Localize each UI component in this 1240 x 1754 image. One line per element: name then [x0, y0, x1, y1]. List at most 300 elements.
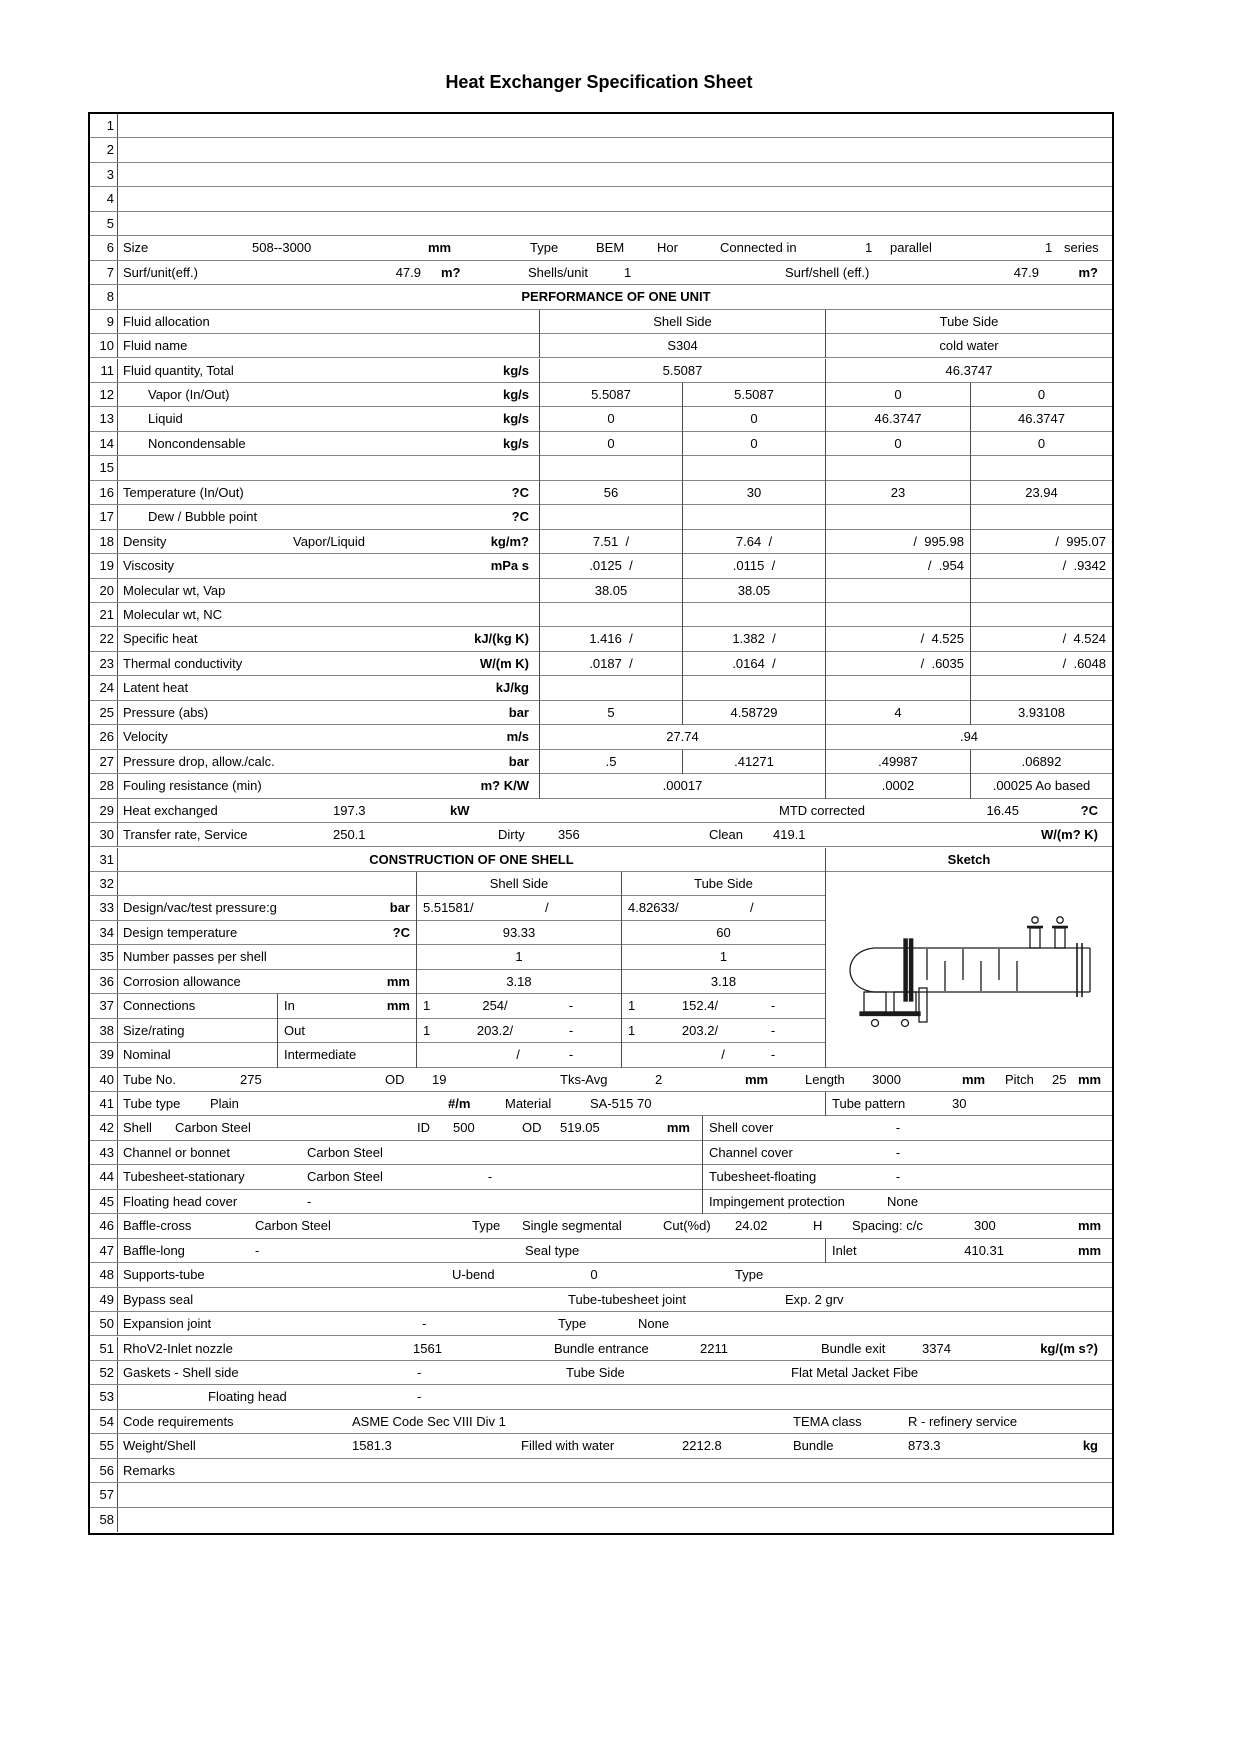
table-cell: Type	[530, 240, 559, 256]
table-cell: parallel	[890, 240, 932, 256]
table-cell: Size	[123, 240, 149, 256]
row-number: 11	[90, 359, 118, 383]
table-cell: mm	[1078, 1218, 1102, 1234]
table-cell	[825, 1019, 1112, 1043]
table-cell: ?C	[1080, 802, 1098, 818]
table-cell	[970, 676, 1112, 700]
table-cell: Connected in	[720, 240, 797, 256]
table-row-17	[90, 505, 1112, 529]
table-cell	[825, 1043, 1112, 1067]
table-cell: BEM	[596, 240, 625, 256]
table-cell	[539, 505, 682, 529]
table-cell: Transfer rate, Service	[123, 827, 248, 843]
row-number: 13	[90, 407, 118, 431]
table-cell: / .9342	[970, 554, 1112, 578]
table-cell	[682, 603, 825, 627]
table-row-25	[90, 701, 1112, 725]
table-cell: .0125 /	[539, 554, 682, 578]
table-cell: 60	[621, 921, 825, 945]
table-cell: ASME Code Sec VIII Div 1	[352, 1413, 506, 1429]
table-cell: RhoV2-Inlet nozzle	[123, 1340, 233, 1356]
table-cell: Velocity	[123, 729, 168, 745]
table-cell: /	[721, 1047, 725, 1063]
row-number: 14	[90, 432, 118, 456]
row-number: 1	[90, 114, 118, 138]
table-cell: Shell cover	[702, 1116, 902, 1140]
row-number: 21	[90, 603, 118, 627]
table-cell	[825, 896, 1112, 920]
spec-table	[88, 112, 1114, 1535]
table-cell: Specific heat	[123, 631, 198, 647]
table-cell: Code requirements	[123, 1413, 234, 1429]
table-row-49	[90, 1288, 1112, 1312]
table-cell: Shell	[123, 1120, 152, 1136]
table-row-43	[90, 1141, 1112, 1165]
table-cell: 152.4/	[681, 998, 719, 1014]
table-cell: Tube Side	[825, 310, 1112, 334]
table-cell: Temperature (In/Out)	[123, 484, 244, 500]
table-cell: ?C	[392, 924, 410, 940]
table-row-47	[90, 1239, 1112, 1263]
table-cell: Flat Metal Jacket Fibe	[791, 1364, 919, 1380]
table-cell: mm	[1078, 1071, 1102, 1087]
table-cell: Hor	[657, 240, 678, 256]
table-cell: Density	[123, 533, 167, 549]
table-cell: Pitch	[1005, 1071, 1034, 1087]
table-row-54	[90, 1410, 1112, 1434]
table-cell: Cut(%d)	[663, 1218, 711, 1234]
table-cell: -	[770, 1047, 776, 1063]
table-cell: 0	[825, 383, 970, 407]
table-cell: 410.31	[964, 1242, 1004, 1258]
table-cell: 38.05	[539, 579, 682, 603]
table-cell: -	[422, 1316, 427, 1332]
table-cell: Fluid quantity, Total	[123, 362, 234, 378]
table-cell: mm	[386, 973, 410, 989]
table-cell: Fluid allocation	[123, 313, 210, 329]
table-cell: 1.382 /	[682, 627, 825, 651]
row-number: 44	[90, 1165, 118, 1189]
table-cell: Bundle entrance	[554, 1340, 649, 1356]
table-cell: In	[277, 994, 330, 1018]
table-cell	[825, 872, 1112, 896]
table-cell: 24.02	[735, 1218, 768, 1234]
table-cell: 3.18	[416, 970, 621, 994]
table-cell: .49987	[825, 750, 970, 774]
table-row-33	[90, 896, 1112, 920]
table-cell: 519.05	[560, 1120, 600, 1136]
table-row-51	[90, 1337, 1112, 1361]
table-cell	[682, 676, 825, 700]
table-row-3	[90, 163, 1112, 187]
table-row-53	[90, 1385, 1112, 1409]
table-cell: U-bend	[452, 1267, 495, 1283]
table-cell: 2	[655, 1071, 663, 1087]
table-cell: -	[487, 1169, 493, 1185]
table-cell: 47.9	[395, 264, 421, 280]
table-row-1	[90, 114, 1112, 138]
row-number: 9	[90, 310, 118, 334]
table-cell: / .954	[825, 554, 970, 578]
table-cell: .0115 /	[682, 554, 825, 578]
table-cell: .0187 /	[539, 652, 682, 676]
table-row-6	[90, 236, 1112, 260]
table-cell: .5	[539, 750, 682, 774]
table-cell: .00025 Ao based	[970, 774, 1112, 798]
table-cell: Latent heat	[123, 680, 189, 696]
table-cell: Tube type	[123, 1096, 181, 1111]
row-number: 26	[90, 725, 118, 749]
table-cell: 5.5087	[682, 383, 825, 407]
table-row-36	[90, 970, 1112, 994]
table-cell: 1.416 /	[539, 627, 682, 651]
table-cell: Heat exchanged	[123, 802, 218, 818]
table-cell: Sketch	[825, 848, 1112, 872]
row-number: 32	[90, 872, 118, 896]
table-cell: Carbon Steel	[175, 1120, 251, 1136]
row-number: 29	[90, 799, 118, 823]
table-cell: 27.74	[539, 725, 825, 749]
table-cell: 1	[416, 1019, 446, 1043]
table-cell: /	[545, 900, 549, 916]
table-row-7	[90, 261, 1112, 285]
row-number: 45	[90, 1190, 118, 1214]
table-cell: Tubesheet-stationary	[123, 1169, 245, 1185]
row-number: 10	[90, 334, 118, 358]
table-cell: / .6048	[970, 652, 1112, 676]
table-cell: 254/	[482, 998, 508, 1014]
table-cell: Carbon Steel	[307, 1169, 383, 1185]
table-cell: 1	[621, 945, 825, 969]
table-cell: MTD corrected	[779, 802, 865, 818]
table-row-18	[90, 530, 1112, 554]
row-number: 51	[90, 1337, 118, 1361]
table-cell: ?C	[511, 484, 529, 500]
table-row-19	[90, 554, 1112, 578]
table-cell: Fluid name	[123, 338, 188, 354]
table-cell: 93.33	[416, 921, 621, 945]
table-row-13	[90, 407, 1112, 431]
row-number: 28	[90, 774, 118, 798]
table-cell: 30	[952, 1096, 967, 1111]
table-cell: -	[895, 1169, 901, 1185]
table-cell: 5	[539, 701, 682, 725]
table-cell: Gaskets - Shell side	[123, 1364, 239, 1380]
table-cell	[539, 603, 682, 627]
table-cell	[621, 1043, 628, 1067]
row-number: 46	[90, 1214, 118, 1238]
table-cell: Number passes per shell	[123, 949, 267, 965]
table-cell: Corrosion allowance	[123, 973, 241, 989]
table-cell: 1	[416, 994, 446, 1018]
table-cell: ID	[417, 1120, 430, 1136]
table-cell: 1561	[413, 1340, 442, 1356]
table-cell: 873.3	[908, 1438, 941, 1454]
row-number: 7	[90, 261, 118, 285]
table-row-12	[90, 383, 1112, 407]
table-cell	[825, 945, 1112, 969]
table-cell: mPa s	[490, 558, 529, 574]
table-cell: Tube No.	[123, 1071, 176, 1087]
table-cell: 23.94	[970, 481, 1112, 505]
table-cell: H	[813, 1218, 823, 1234]
table-cell: Nominal	[123, 1047, 171, 1063]
table-cell: m?	[441, 264, 461, 280]
row-number: 17	[90, 505, 118, 529]
table-cell: m/s	[506, 729, 529, 745]
table-row-28	[90, 774, 1112, 798]
row-number: 56	[90, 1459, 118, 1483]
row-number: 48	[90, 1263, 118, 1287]
table-cell: Tks-Avg	[560, 1071, 608, 1087]
table-cell: Vapor/Liquid	[293, 533, 366, 549]
table-cell: Shell Side	[416, 872, 621, 896]
table-cell: 1581.3	[352, 1438, 392, 1454]
table-row-44	[90, 1165, 1112, 1189]
table-cell: Pressure (abs)	[123, 704, 209, 720]
row-number: 39	[90, 1043, 118, 1067]
table-cell: 4.82633/	[621, 896, 731, 920]
row-number: 6	[90, 236, 118, 260]
table-cell: 0	[970, 432, 1112, 456]
table-cell: Tubesheet-floating	[702, 1165, 902, 1189]
table-cell: bar	[508, 753, 529, 769]
table-cell	[416, 1043, 423, 1067]
table-row-34	[90, 921, 1112, 945]
table-row-30	[90, 823, 1112, 847]
table-cell: 46.3747	[970, 407, 1112, 431]
table-cell: mm	[962, 1071, 986, 1087]
table-cell: 356	[558, 827, 580, 843]
table-row-57	[90, 1483, 1112, 1507]
table-cell: series	[1064, 240, 1099, 256]
row-number: 55	[90, 1434, 118, 1458]
table-cell: -	[255, 1242, 260, 1258]
row-number: 19	[90, 554, 118, 578]
table-cell: 23	[825, 481, 970, 505]
table-cell: 275	[240, 1071, 262, 1087]
table-row-2	[90, 138, 1112, 162]
table-cell: .06892	[970, 750, 1112, 774]
table-cell: 38.05	[682, 579, 825, 603]
table-cell: Bypass seal	[123, 1291, 194, 1307]
row-number: 38	[90, 1019, 118, 1043]
table-cell: 419.1	[773, 827, 806, 843]
table-row-23	[90, 652, 1112, 676]
table-cell: Design temperature	[123, 924, 238, 940]
table-cell: Clean	[709, 827, 743, 843]
table-cell: Seal type	[525, 1242, 580, 1258]
table-cell: Material	[505, 1096, 552, 1111]
row-number: 27	[90, 750, 118, 774]
table-cell: -	[895, 1144, 901, 1160]
table-cell: Weight/Shell	[123, 1438, 196, 1454]
table-row-26	[90, 725, 1112, 749]
row-number: 15	[90, 456, 118, 480]
table-cell: kg/(m s?)	[1040, 1340, 1098, 1356]
table-cell: Tube-tubesheet joint	[568, 1291, 687, 1307]
table-cell: 203.2/	[476, 1022, 514, 1038]
table-cell: kW	[450, 802, 470, 818]
table-row-40	[90, 1068, 1112, 1092]
table-row-21	[90, 603, 1112, 627]
table-cell: kg/s	[502, 435, 529, 451]
table-cell: 1	[1045, 240, 1053, 256]
table-cell: Bundle	[793, 1438, 834, 1454]
table-row-22	[90, 627, 1112, 651]
table-cell: None	[887, 1193, 919, 1209]
table-row-50	[90, 1312, 1112, 1336]
table-cell: -	[417, 1389, 422, 1405]
table-cell: .0164 /	[682, 652, 825, 676]
table-cell: Channel cover	[702, 1141, 902, 1165]
table-cell: mm	[386, 998, 410, 1014]
table-cell: kg/m?	[490, 533, 529, 549]
table-cell: 3.18	[621, 970, 825, 994]
table-cell	[825, 994, 1112, 1018]
table-row-5	[90, 212, 1112, 236]
table-cell: Surf/unit(eff.)	[123, 264, 198, 280]
table-row-29	[90, 799, 1112, 823]
table-cell: Inlet	[825, 1239, 925, 1263]
table-cell: 1	[416, 945, 621, 969]
table-cell: cold water	[825, 334, 1112, 358]
table-cell: Tube Side	[621, 872, 825, 896]
row-number: 4	[90, 187, 118, 211]
table-cell: Filled with water	[521, 1438, 615, 1454]
row-number: 23	[90, 652, 118, 676]
table-row-27	[90, 750, 1112, 774]
table-cell	[970, 505, 1112, 529]
table-cell: bar	[508, 704, 529, 720]
table-cell: .94	[825, 725, 1112, 749]
table-cell	[825, 970, 1112, 994]
table-cell: Length	[805, 1071, 845, 1087]
table-cell: OD	[522, 1120, 542, 1136]
table-cell: Liquid	[148, 411, 183, 427]
row-number: 8	[90, 285, 118, 309]
table-cell: Baffle-cross	[123, 1218, 192, 1234]
table-cell: kg	[1082, 1438, 1098, 1454]
table-cell: 0	[539, 407, 682, 431]
table-cell: 46.3747	[825, 407, 970, 431]
table-cell: 2211	[700, 1340, 728, 1356]
table-cell: mm	[666, 1120, 690, 1136]
table-cell: Floating head	[208, 1389, 287, 1405]
table-cell: 16.45	[986, 802, 1019, 818]
table-cell: -	[770, 1022, 776, 1038]
row-number: 42	[90, 1116, 118, 1140]
table-cell: 56	[539, 481, 682, 505]
table-cell: 2212.8	[682, 1438, 722, 1454]
table-cell: 0	[970, 383, 1112, 407]
row-number: 41	[90, 1092, 118, 1116]
row-number: 37	[90, 994, 118, 1018]
table-cell: Single segmental	[522, 1218, 622, 1234]
table-cell: -	[417, 1364, 422, 1380]
table-cell: Supports-tube	[123, 1267, 205, 1283]
table-cell: 0	[682, 432, 825, 456]
table-cell: Exp. 2 grv	[785, 1291, 844, 1307]
table-cell: Shells/unit	[528, 264, 588, 280]
row-number: 58	[90, 1508, 118, 1532]
table-cell: W/(m K)	[479, 655, 529, 671]
row-number: 3	[90, 163, 118, 187]
table-row-38	[90, 1019, 1112, 1043]
table-cell: Floating head cover	[123, 1193, 238, 1209]
table-cell: 5.5087	[539, 383, 682, 407]
table-cell: Shell Side	[539, 310, 825, 334]
table-cell: 1	[865, 240, 873, 256]
table-cell: Impingement protection	[702, 1190, 877, 1214]
row-number: 34	[90, 921, 118, 945]
row-number: 5	[90, 212, 118, 236]
table-cell: 250.1	[333, 827, 366, 843]
table-cell: / 4.524	[970, 627, 1112, 651]
row-number: 12	[90, 383, 118, 407]
table-cell: Out	[277, 1019, 330, 1043]
table-row-9	[90, 310, 1112, 334]
table-cell: 30	[682, 481, 825, 505]
table-cell: Type	[735, 1267, 764, 1283]
row-number: 49	[90, 1288, 118, 1312]
table-cell: Surf/shell (eff.)	[785, 264, 870, 280]
table-cell: 7.64 /	[682, 530, 825, 554]
table-cell: 4	[825, 701, 970, 725]
table-cell: Molecular wt, Vap	[123, 582, 226, 598]
table-cell: 508--3000	[252, 240, 312, 256]
table-cell: 25	[1052, 1071, 1067, 1087]
table-cell: 300	[974, 1218, 996, 1234]
row-number: 22	[90, 627, 118, 651]
table-cell: kg/s	[502, 386, 529, 402]
table-cell: -	[568, 1047, 574, 1063]
table-row-4	[90, 187, 1112, 211]
row-number: 43	[90, 1141, 118, 1165]
table-cell: Molecular wt, NC	[123, 607, 222, 622]
table-row-46	[90, 1214, 1112, 1238]
table-row-41	[90, 1092, 1112, 1116]
row-number: 20	[90, 579, 118, 603]
table-cell: CONSTRUCTION OF ONE SHELL	[369, 851, 574, 867]
table-cell: Viscosity	[123, 558, 175, 574]
table-row-55	[90, 1434, 1112, 1458]
row-number: 35	[90, 945, 118, 969]
table-cell: TEMA class	[793, 1413, 862, 1429]
row-number: 47	[90, 1239, 118, 1263]
table-cell: 1	[621, 1019, 651, 1043]
table-cell: 7.51 /	[539, 530, 682, 554]
table-cell: -	[568, 1022, 574, 1038]
table-cell: mm	[745, 1071, 769, 1087]
table-row-15	[90, 456, 1112, 480]
table-cell: PERFORMANCE OF ONE UNIT	[521, 289, 711, 305]
table-cell: .00017	[539, 774, 825, 798]
table-row-11	[90, 359, 1112, 383]
table-row-35	[90, 945, 1112, 969]
table-row-39	[90, 1043, 1112, 1067]
row-number: 24	[90, 676, 118, 700]
table-cell: 197.3	[333, 802, 366, 818]
table-cell: Expansion joint	[123, 1316, 212, 1332]
table-cell: mm	[428, 240, 452, 256]
row-number: 25	[90, 701, 118, 725]
table-cell: m?	[1078, 264, 1098, 280]
table-row-45	[90, 1190, 1112, 1214]
table-cell: Channel or bonnet	[123, 1144, 230, 1160]
table-cell: kJ/kg	[495, 680, 529, 696]
table-row-8	[90, 285, 1112, 309]
